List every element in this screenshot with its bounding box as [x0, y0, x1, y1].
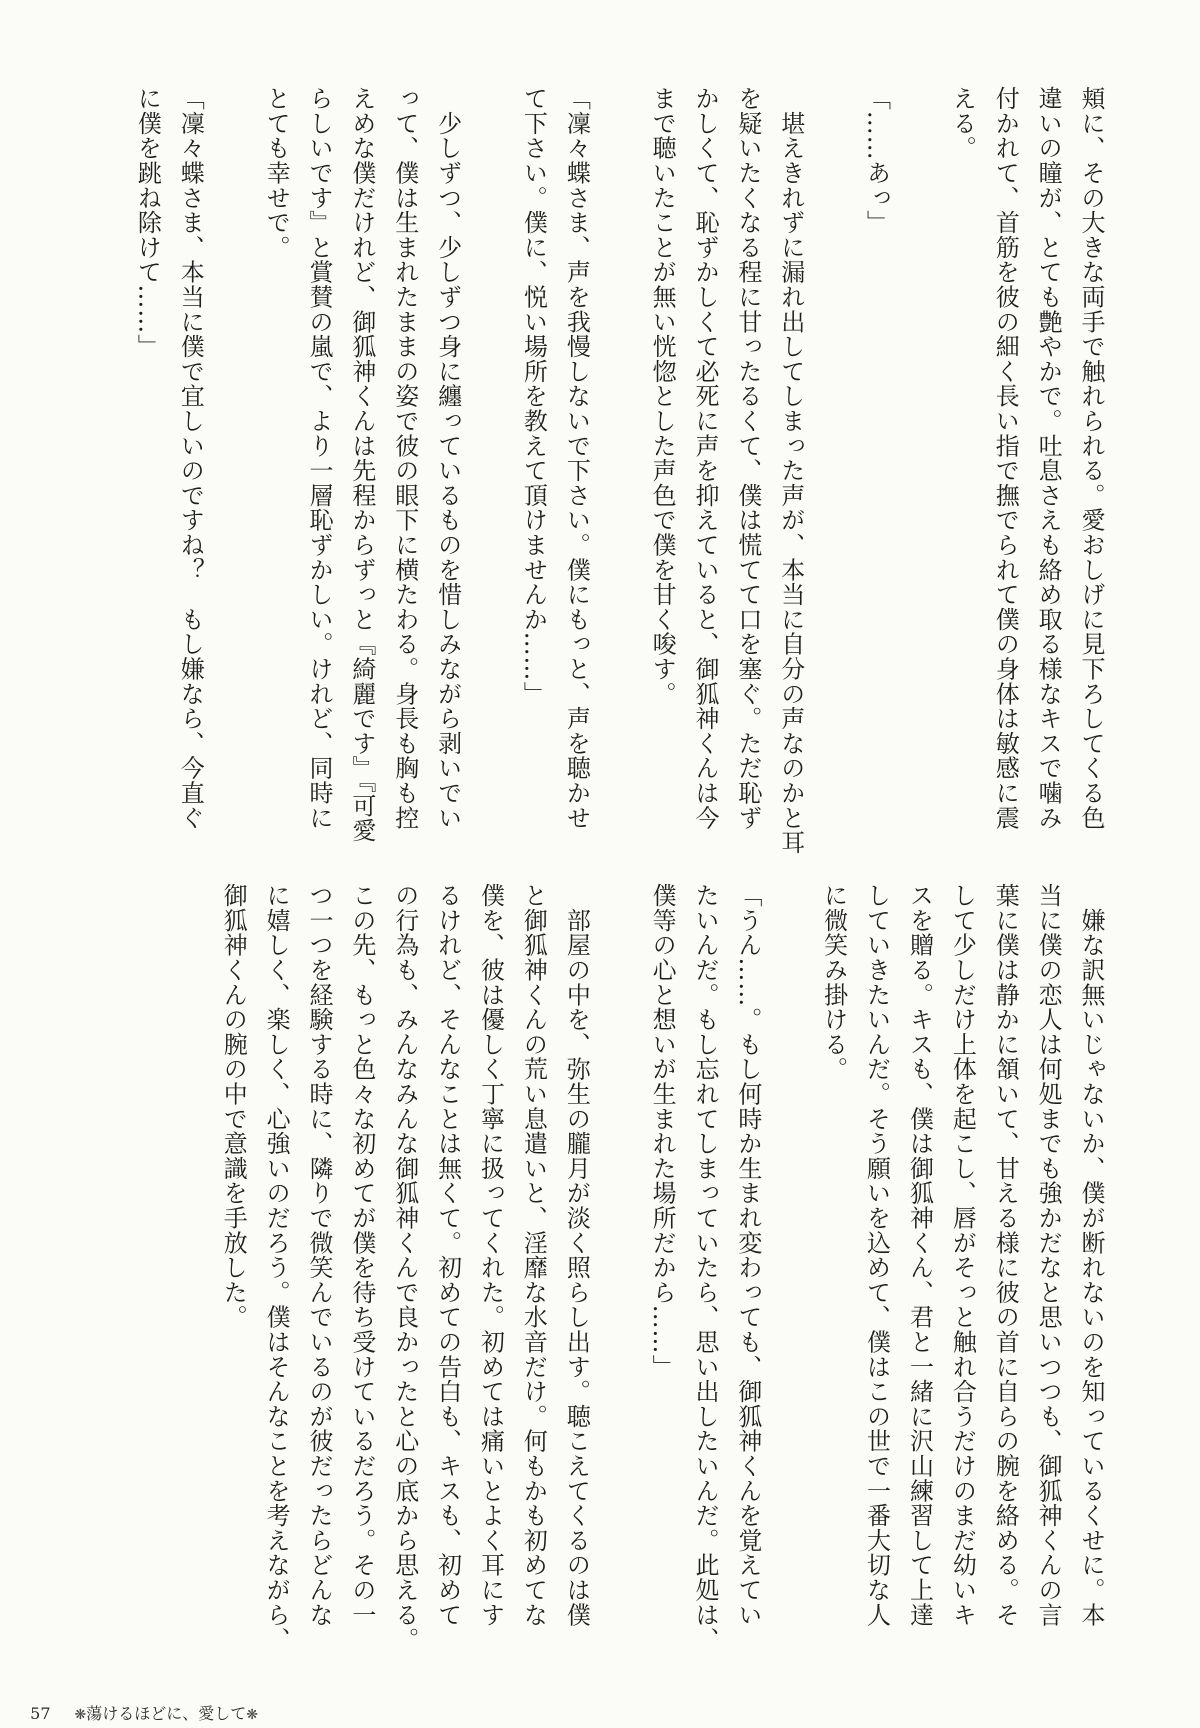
text-line: 違いの瞳が、とても艶やかで。吐息さえも絡め取る様なキスで噛み — [1034, 86, 1063, 830]
ornament-icon: ❋ — [246, 1707, 259, 1723]
text-line: つ一つを経験する時に、隣りで微笑んでいるのが彼だったらどんな — [304, 883, 333, 1627]
text-line: える。 — [948, 86, 977, 161]
text-line: えめな僕だけれど、御狐神くんは先程からずっと『綺麗です』『可愛 — [347, 86, 376, 843]
lower-text-block — [211, 883, 1112, 1652]
text-line: を疑いたくなる程に甘ったるくて、僕は慌てて口を塞ぐ。ただ恥ず — [733, 86, 762, 830]
text-line: スを贈る。キスも、僕は御狐神くん、君と一緒に沢山練習して上達 — [905, 883, 934, 1627]
upper-text-block — [126, 86, 1112, 855]
text-line: 頬に、その大きな両手で触れられる。愛おしげに見下ろしてくる色 — [1077, 86, 1105, 830]
page-footer — [20, 1682, 258, 1724]
text-line: たいんだ。もし忘れてしまっていたら、思い出したいんだ。此処は、 — [690, 883, 719, 1652]
text-line: まで聴いたことが無い恍惚とした声色で僕を甘く唆す。 — [648, 86, 677, 706]
text-line: 「凜々蝶さま、声を我慢しないで下さい。僕にもっと、声を聴かせ — [562, 86, 591, 830]
ornament-icon: ❋ — [74, 1707, 87, 1723]
text-line: と御狐神くんの荒い息遣いと、淫靡な水音だけ。何もかも初めてな — [519, 883, 548, 1627]
text-line: 堪えきれずに漏れ出してしまった声が、本当に自分の声なのかと耳 — [776, 86, 805, 855]
text-line: 僕を、彼は優しく丁寧に扱ってくれた。初めては痛いとよく耳にす — [476, 883, 505, 1627]
text-line: 部屋の中を、弥生の朧月が淡く照らし出す。聴こえてくるのは僕 — [562, 883, 591, 1627]
text-line: とても幸せで。 — [262, 86, 291, 260]
text-line: て下さい。僕に、悦い場所を教えて頂けませんか……」 — [519, 86, 548, 706]
text-line: って、僕は生まれたままの姿で彼の眼下に横たわる。身長も胸も控 — [390, 86, 419, 830]
text-line: この先、もっと色々な初めてが僕を待ち受けているだろう。その一 — [347, 883, 376, 1627]
text-line: していきたいんだ。そう願いを込めて、僕はこの世で一番大切な人 — [862, 883, 891, 1627]
text-line: 葉に僕は静かに頷いて、甘える様に彼の首に自らの腕を絡める。そ — [991, 883, 1020, 1627]
book-title: 蕩けるほどに、愛して — [86, 1704, 247, 1723]
text-line: かしくて、恥ずかしくて必死に声を抑えていると、御狐神くんは今 — [690, 86, 719, 830]
text-line — [211, 86, 254, 836]
text-line — [898, 86, 941, 836]
text-line — [769, 883, 812, 1633]
text-line: して少しだけ上体を起こし、唇がそっと触れ合うだけのまだ幼いキ — [948, 883, 977, 1627]
text-line: の行為も、みんなみんな御狐神くんで良かったと心の底から思える。 — [390, 883, 419, 1652]
text-line: 「……あっ」 — [862, 86, 891, 235]
text-line: 嫌な訳無いじゃないか、僕が断れないのを知っているくせに。本 — [1077, 883, 1105, 1627]
text-line — [812, 86, 855, 836]
text-line: に嬉しく、楽しく、心強いのだろう。僕はそんなことを考えながら、 — [262, 883, 291, 1652]
text-line: 「凜々蝶さま、本当に僕で宜しいのですね？ もし嫌なら、今直ぐ — [176, 86, 205, 830]
text-line: 付かれて、首筋を彼の細く長い指で撫でられて僕の身体は敏感に震 — [991, 86, 1020, 830]
text-line: 御狐神くんの腕の中で意識を手放した。 — [219, 883, 248, 1330]
text-line — [469, 86, 512, 836]
text-line: るけれど、そんなことは無くて。初めての告白も、キスも、初めて — [433, 883, 462, 1627]
page-number: 57 — [30, 1704, 51, 1723]
text-line: らしいです』と賞賛の嵐で、より一層恥ずかしい。けれど、同時に — [304, 86, 333, 830]
text-line: 当に僕の恋人は何処までも強かだなと思いつつも、御狐神くんの言 — [1034, 883, 1063, 1627]
text-line — [597, 86, 640, 836]
text-line: に微笑み掛ける。 — [819, 883, 848, 1082]
text-line: 僕等の心と想いが生まれた場所だから……」 — [648, 883, 677, 1379]
text-line: に僕を跳ね除けて……」 — [133, 86, 162, 359]
text-line: 少しずつ、少しずつ身に纏っているものを惜しみながら剥いでい — [433, 86, 462, 830]
text-line: 「うん……。もし何時か生まれ変わっても、御狐神くんを覚えてい — [733, 883, 762, 1627]
text-line — [597, 883, 640, 1633]
